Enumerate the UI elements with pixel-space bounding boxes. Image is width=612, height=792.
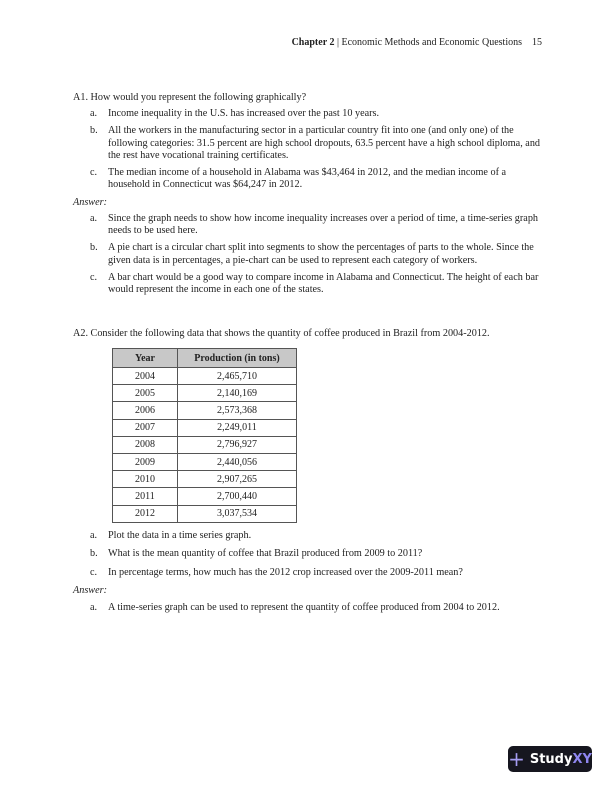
item-label: b. [90,242,98,254]
chapter-label: Chapter 2 [291,37,335,48]
list-item [90,213,543,238]
list-item [90,242,543,267]
cell-year: 2010 [113,471,178,488]
item-text: Plot the data in a time series graph. [108,530,252,541]
question-a1-text: A1. How would you represent the following graphically? [73,92,307,103]
header-separator: | [334,37,342,48]
question-a2-text: A2. Consider the following data that shows the quantity of coffee produced in Brazil from 2004-2012. [73,328,490,339]
cell-year: 2012 [113,505,178,522]
column-header-production: Production (in tons) [178,349,297,368]
list-item [90,567,543,579]
table-row [113,471,297,488]
item-label: a. [90,108,98,119]
table-row [113,402,297,419]
table-row [113,488,297,505]
item-text: A pie chart is a circular chart split into segments to show the percentages of parts to the whole. Since the given data is in percentages, a pie-chart can be used to represent each category of workers. [108,242,534,266]
item-label: a. [90,530,98,541]
list-item [90,167,543,192]
cell-production: 2,465,710 [178,368,297,385]
cell-production: 2,249,011 [178,419,297,436]
plus-icon: + [508,747,525,771]
cell-production: 3,037,534 [178,505,297,522]
item-label: b. [90,125,98,137]
chapter-title: Economic Methods and Economic Questions [341,37,522,48]
cell-year: 2007 [113,419,178,436]
studyxy-badge[interactable] [508,746,592,772]
item-label: a. [90,601,98,613]
cell-production: 2,440,056 [178,453,297,470]
cell-year: 2005 [113,385,178,402]
item-label: c. [90,271,98,283]
item-label: c. [90,566,98,578]
cell-production: 2,700,440 [178,488,297,505]
cell-year: 2008 [113,436,178,453]
table-row [113,419,297,436]
item-label: a. [90,212,98,224]
question-a1 [73,91,543,297]
item-text: Since the graph needs to show how income inequality increases over a period of time, a time-series graph needs to be used here. [108,212,539,237]
list-item [90,548,543,560]
cell-production: 2,907,265 [178,471,297,488]
brand-text-accent: XY [572,751,592,767]
list-item [90,125,543,162]
column-header-year: Year [113,349,178,368]
page-header [292,37,542,48]
cell-production: 2,140,169 [178,385,297,402]
question-a2 [73,327,543,340]
table-header-row [113,349,297,368]
list-item [90,530,543,542]
item-text: What is the mean quantity of coffee that Brazil produced from 2009 to 2011? [108,548,423,560]
table-row [113,385,297,402]
table-row [113,505,297,522]
item-text: A bar chart would be a good way to compare income in Alabama and Connecticut. The height of each bar would represent the income in each one of the states. [108,271,539,296]
table-row [113,368,297,385]
list-item [90,272,543,297]
item-text: All the workers in the manufacturing sector in a particular country fit into one (and only one) of the following categories: 31.5 percent are high school dropouts, 63.5 percent have a high school diploma, and the rest have vocational training certificates. [108,125,541,161]
answer-label: Answer: [73,196,107,208]
item-text: A time-series graph can be used to represent the quantity of coffee produced from 2004 to 2012. [108,601,500,613]
cell-year: 2004 [113,368,178,385]
item-text: The median income of a household in Alabama was $43,464 in 2012, and the median income of a household in Connecticut was $64,247 in 2012. [108,167,507,191]
item-label: b. [90,548,98,560]
cell-year: 2009 [113,453,178,470]
list-item [90,602,543,614]
item-text: Income inequality in the U.S. has increased over the past 10 years. [108,108,380,119]
cell-year: 2006 [113,402,178,419]
coffee-production-table [112,348,297,523]
question-a2-parts [73,530,543,614]
brand-text: Study [529,751,573,767]
cell-year: 2011 [113,488,178,505]
table-row [113,436,297,453]
cell-production: 2,796,927 [178,436,297,453]
answer-label: Answer: [73,584,107,596]
list-item [90,108,543,120]
item-text: In percentage terms, how much has the 2012 crop increased over the 2009-2011 mean? [108,566,463,578]
page-number: 15 [532,37,542,48]
table-row [113,453,297,470]
cell-production: 2,573,368 [178,402,297,419]
item-label: c. [90,167,98,179]
